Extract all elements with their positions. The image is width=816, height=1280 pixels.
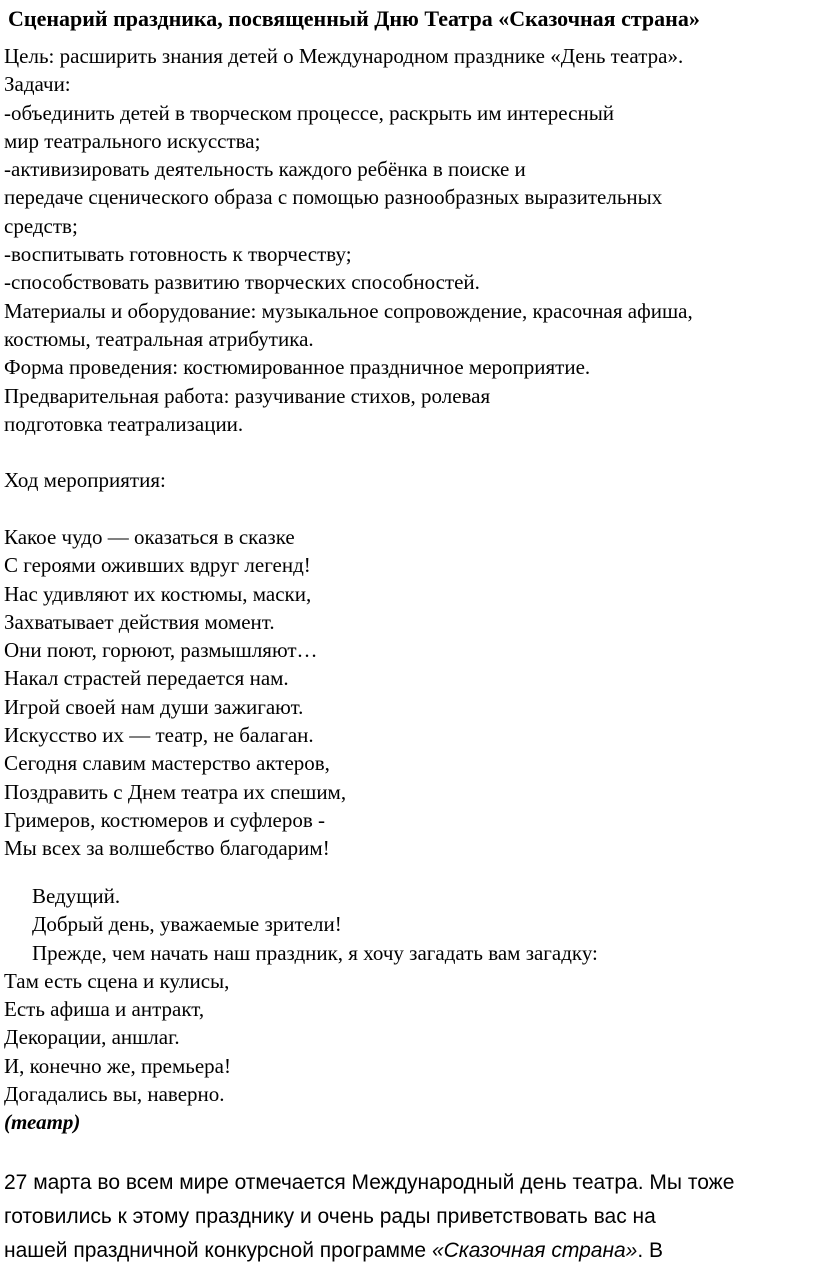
host-speech [4, 882, 812, 1137]
closing-line: 27 марта во всем мире отмечается Международный день театра. Мы тоже [4, 1171, 735, 1194]
riddle-line: И, конечно же, премьера! [4, 1053, 232, 1078]
task-line: передаче сценического образа с помощью разнообразных выразительных [4, 185, 663, 210]
poem-line: Накал страстей передается нам. [4, 666, 289, 691]
poem-line: Какое чудо — оказаться в сказке [4, 525, 295, 549]
preparation-line: Предварительная работа: разучивание стихов, ролевая [4, 383, 491, 408]
host-line: Добрый день, уважаемые зрители! [32, 912, 342, 937]
poem-line: Поздравить с Днем театра их спешим, [4, 779, 347, 804]
intro-section [4, 42, 812, 438]
document-title: Сценарий праздника, посвященный Дню Театра «Сказочная страна» [8, 6, 700, 31]
poem-line: Сегодня славим мастерство актеров, [4, 751, 330, 776]
task-line: -объединить детей в творческом процессе, раскрыть им интересный [4, 100, 615, 125]
closing-paragraph [4, 1166, 812, 1268]
section-heading-block [4, 466, 812, 494]
task-line: -способствовать развитию творческих способностей. [4, 270, 480, 295]
closing-line-text: . В [637, 1239, 664, 1262]
poem-line: Нас удивляют их костюмы, маски, [4, 581, 312, 606]
task-line: мир театрального искусства; [4, 128, 261, 153]
materials-line: Материалы и оборудование: музыкальное сопровождение, красочная афиша, [4, 298, 693, 323]
riddle-line: Декорации, аншлаг. [4, 1025, 180, 1050]
poem-line: Игрой своей нам души зажигают. [4, 694, 304, 719]
host-label: Ведущий. [32, 884, 121, 908]
poem-line: Они поют, горюют, размышляют… [4, 638, 318, 663]
closing-line: готовились к этому празднику и очень рады приветствовать вас на [4, 1205, 656, 1228]
program-name: «Сказочная страна» [431, 1239, 638, 1262]
poem-line: Искусство их — театр, не балаган. [4, 723, 314, 748]
task-line: -воспитывать готовность к творчеству; [4, 242, 352, 267]
closing-line-text: нашей праздничной конкурсной программе [4, 1239, 432, 1262]
closing-line [4, 1234, 812, 1268]
riddle-line: Есть афиша и антракт, [4, 997, 205, 1022]
riddle-line: Догадались вы, наверно. [4, 1082, 225, 1107]
tasks-heading: Задачи: [4, 72, 71, 97]
host-line: Прежде, чем начать наш праздник, я хочу загадать вам загадку: [32, 940, 598, 965]
task-line: -активизировать деятельность каждого ребёнка в поиске и [4, 157, 526, 182]
poem [4, 523, 812, 863]
section-heading: Ход мероприятия: [4, 468, 166, 492]
poem-line: Гримеров, костюмеров и суфлеров - [4, 807, 325, 832]
poem-line: С героями оживших вдруг легенд! [4, 553, 311, 578]
goal-line: Цель: расширить знания детей о Международном празднике «День театра». [4, 44, 684, 68]
task-line: средств; [4, 213, 78, 238]
riddle-answer: (театр) [4, 1110, 81, 1135]
preparation-line: подготовка театрализации. [4, 411, 244, 436]
riddle-line: Там есть сцена и кулисы, [4, 968, 230, 993]
poem-line: Мы всех за волшебство благодарим! [4, 836, 330, 861]
poem-line: Захватывает действия момент. [4, 609, 275, 634]
materials-line: костюмы, театральная атрибутика. [4, 326, 314, 351]
format-line: Форма проведения: костюмированное праздничное мероприятие. [4, 355, 591, 380]
